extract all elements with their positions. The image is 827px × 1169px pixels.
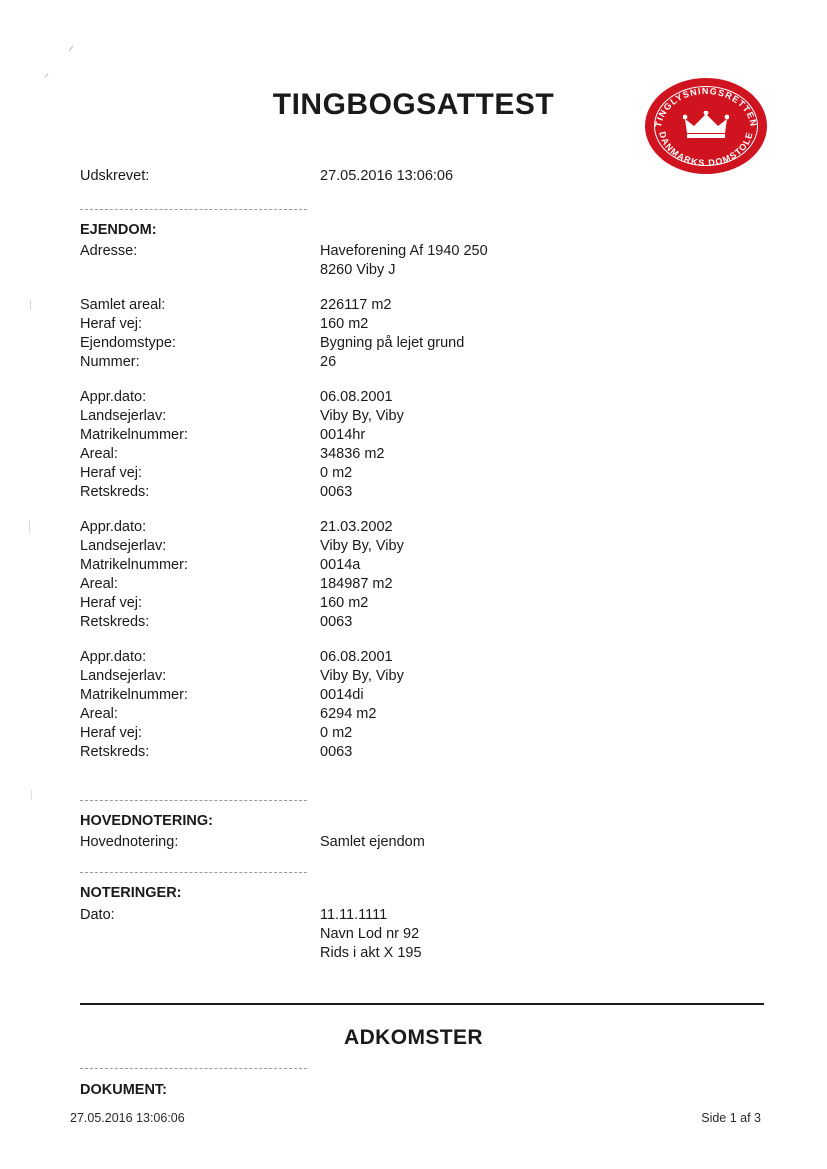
section-divider [80,1003,764,1005]
scan-artifact [29,520,30,534]
section-heading-ejendom: EJENDOM: [80,222,157,238]
field-value: 0063 [320,744,353,760]
field-value: 21.03.2002 [320,519,393,535]
field-label: Landsejerlav: [80,668,167,684]
address-line-2: 8260 Viby J [320,262,396,278]
section-heading-adkomster: ADKOMSTER [344,1026,483,1049]
noteringer-value-3: Rids i akt X 195 [320,945,422,961]
field-label: Appr.dato: [80,389,147,405]
field-label: Appr.dato: [80,519,147,535]
field-value: 0014a [320,557,361,573]
hovednotering-value: Samlet ejendom [320,834,425,850]
field-value: Viby By, Viby [320,668,404,684]
printed-value: 27.05.2016 13:06:06 [320,168,454,184]
field-label: Landsejerlav: [80,538,167,554]
address-label: Adresse: [80,243,138,259]
field-label: Areal: [80,446,118,462]
divider [80,1068,307,1069]
field-value: 06.08.2001 [320,389,393,405]
scan-artifact [45,73,49,77]
scan-artifact [31,790,32,799]
noteringer-value-2: Navn Lod nr 92 [320,926,420,942]
field-label: Heraf vej: [80,465,143,481]
scan-artifact [30,300,31,310]
field-value: 226117 m2 [320,297,392,313]
field-label: Nummer: [80,354,140,370]
field-value: 0 m2 [320,465,353,481]
section-heading-hovednotering: HOVEDNOTERING: [80,813,213,829]
field-label: Areal: [80,706,118,722]
court-seal-icon [645,78,767,174]
field-label: Heraf vej: [80,725,143,741]
noteringer-value-1: 11.11.1111 [320,907,388,923]
field-label: Retskreds: [80,484,150,500]
page-title: TINGBOGSATTEST [272,88,555,121]
crown-icon [683,111,729,141]
divider [80,209,307,210]
field-value: 160 m2 [320,316,369,332]
field-value: 26 [320,354,337,370]
field-value: 34836 m2 [320,446,385,462]
field-label: Matrikelnummer: [80,557,188,573]
field-value: Bygning på lejet grund [320,335,465,351]
section-heading-dokument: DOKUMENT: [80,1082,167,1098]
divider [80,800,307,801]
footer-timestamp: 27.05.2016 13:06:06 [70,1111,185,1125]
field-label: Samlet areal: [80,297,166,313]
footer-page-number: Side 1 af 3 [701,1111,761,1125]
field-value: Viby By, Viby [320,408,404,424]
field-label: Matrikelnummer: [80,687,188,703]
field-label: Retskreds: [80,614,150,630]
field-value: 0 m2 [320,725,353,741]
field-value: 160 m2 [320,595,369,611]
field-value: 0063 [320,484,353,500]
field-label: Ejendomstype: [80,335,176,351]
field-value: 0014hr [320,427,366,443]
field-label: Appr.dato: [80,649,147,665]
printed-label: Udskrevet: [80,168,150,184]
field-value: 6294 m2 [320,706,377,722]
field-value: 0014di [320,687,364,703]
scan-artifact [69,46,73,51]
field-value: 184987 m2 [320,576,393,592]
section-heading-noteringer: NOTERINGER: [80,885,182,901]
svg-text:DANMARKS DOMSTOLE: DANMARKS DOMSTOLE [657,130,755,169]
divider [80,872,307,873]
hovednotering-label: Hovednotering: [80,834,179,850]
field-label: Heraf vej: [80,316,143,332]
address-line-1: Haveforening Af 1940 250 [320,243,488,259]
field-label: Heraf vej: [80,595,143,611]
svg-text:TINGLYSNINGSRETTEN: TINGLYSNINGSRETTEN [653,85,759,128]
field-label: Areal: [80,576,118,592]
field-label: Retskreds: [80,744,150,760]
field-value: 0063 [320,614,353,630]
field-value: Viby By, Viby [320,538,404,554]
noteringer-date-label: Dato: [80,907,115,923]
field-value: 06.08.2001 [320,649,393,665]
field-label: Landsejerlav: [80,408,167,424]
field-label: Matrikelnummer: [80,427,188,443]
